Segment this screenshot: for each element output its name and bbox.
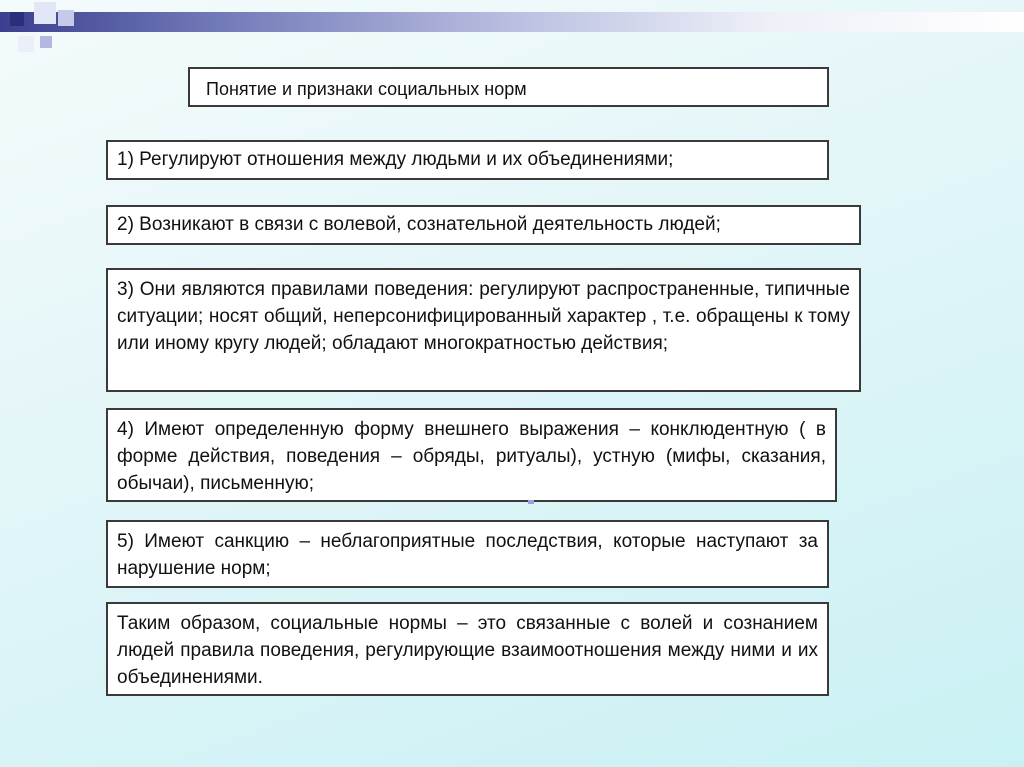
corner-square-mid: [58, 10, 74, 26]
corner-square-small: [40, 36, 52, 48]
corner-square-dark: [10, 12, 24, 26]
conclusion: Таким образом, социальные нормы – это связанные с волей и сознанием людей правила поведения, регулирующие взаимоотношения между ними и их объединениями.: [106, 602, 829, 696]
norm-feature-2: 2) Возникают в связи с волевой, сознательной деятельность людей;: [106, 205, 861, 245]
norm-feature-1: 1) Регулируют отношения между людьми и их объединениями;: [106, 140, 829, 180]
header-gradient-bar: [0, 12, 1024, 32]
norm-feature-5: 5) Имеют санкцию – неблагоприятные последствия, которые наступают за нарушение норм;: [106, 520, 829, 588]
corner-square-light: [34, 2, 56, 24]
norm-feature-3: 3) Они являются правилами поведения: регулируют распространенные, типичные ситуации; носят общий, неперсонифицированный характер , т.е. обращены к тому или иному кругу людей; обладают многократностью действия;: [106, 268, 861, 392]
norm-feature-4: 4) Имеют определенную форму внешнего выражения – конклюдентную ( в форме действия, поведения – обряды, ритуалы), устную (мифы, сказания, обычаи), письменную;: [106, 408, 837, 502]
decorative-dot: [528, 500, 534, 504]
corner-square-pale: [18, 36, 34, 52]
slide-title: Понятие и признаки социальных норм: [188, 67, 829, 107]
